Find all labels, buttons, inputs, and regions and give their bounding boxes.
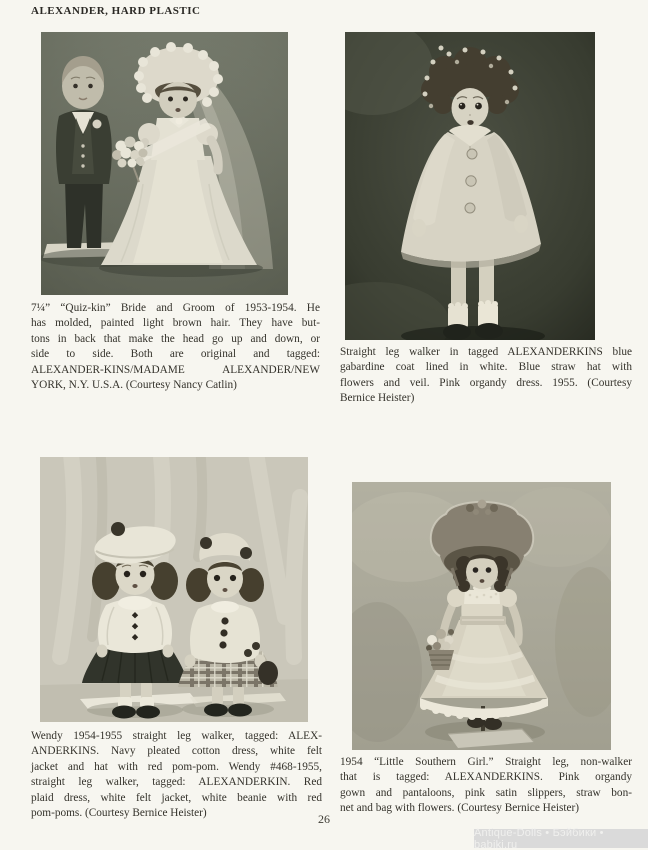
caption-line: plaid dress, white felt jacket, white beanie with red bbox=[31, 791, 322, 804]
watermark: Antique-Dolls • Бэйбики • babiki.ru bbox=[474, 829, 648, 848]
caption-line: gown and pantaloons, pink satin slippers, straw bon- bbox=[340, 786, 632, 799]
photo-little-southern-girl bbox=[352, 482, 611, 750]
caption-line: that is tagged: ALEXANDERKINS. Pink organdy bbox=[340, 771, 632, 784]
caption-little-southern-girl bbox=[340, 755, 632, 817]
caption-line: pom-poms. (Courtesy Bernice Heister) bbox=[31, 807, 207, 820]
page-number: 26 bbox=[318, 812, 330, 826]
wendy-dolls-photo-illustration bbox=[40, 457, 308, 722]
caption-quiz-kin-bride-and-groom bbox=[31, 301, 320, 393]
southern-girl-photo-illustration bbox=[352, 482, 611, 750]
caption-line: YORK, N.Y. U.S.A. (Courtesy Nancy Catlin) bbox=[31, 379, 237, 392]
caption-line: Wendy 1954-1955 straight leg walker, tagged: ALEX- bbox=[31, 730, 322, 742]
caption-line: gabardine coat lined in white. Blue straw hat with bbox=[340, 361, 632, 374]
caption-line: tons in back that make the head go up and down, or bbox=[31, 332, 320, 345]
page-header: ALEXANDER, HARD PLASTIC bbox=[31, 5, 201, 17]
coat-doll-photo-illustration bbox=[345, 32, 595, 340]
photo-gabardine-coat-walker bbox=[345, 32, 595, 340]
caption-line: straight leg walker, tagged: ALEXANDERKIN. Red bbox=[31, 776, 322, 789]
photo-wendy-straight-leg-walkers bbox=[40, 457, 308, 722]
caption-line: flowers and veil. Pink organdy dress. 1955. (Courtesy bbox=[340, 376, 632, 389]
caption-line: Bernice Heister) bbox=[340, 392, 415, 405]
bride-and-groom-photo-illustration bbox=[41, 32, 288, 295]
caption-wendy-straight-leg-walkers bbox=[31, 729, 322, 821]
caption-line: ALEXANDER-KINS/MADAME ALEXANDER/NEW bbox=[31, 363, 320, 376]
caption-line: side to side. Both are original and tagged: bbox=[31, 348, 320, 361]
caption-gabardine-coat-walker bbox=[340, 345, 632, 407]
caption-line: 1954 “Little Southern Girl.” Straight leg, non-walker bbox=[340, 756, 632, 768]
caption-line: ANDERKINS. Navy pleated cotton dress, white felt bbox=[31, 745, 322, 758]
caption-line: net and bag with flowers. (Courtesy Bernice Heister) bbox=[340, 802, 580, 815]
caption-line: 7¼” “Quiz-kin” Bride and Groom of 1953-1954. He bbox=[31, 302, 320, 314]
caption-line: jacket and hat with red pom-pom. Wendy #468-1955, bbox=[31, 760, 322, 773]
photo-quiz-kin-bride-and-groom bbox=[41, 32, 288, 295]
caption-line: has molded, painted light brown hair. They have but- bbox=[31, 317, 320, 330]
caption-line: Straight leg walker in tagged ALEXANDERKINS blue bbox=[340, 346, 632, 358]
